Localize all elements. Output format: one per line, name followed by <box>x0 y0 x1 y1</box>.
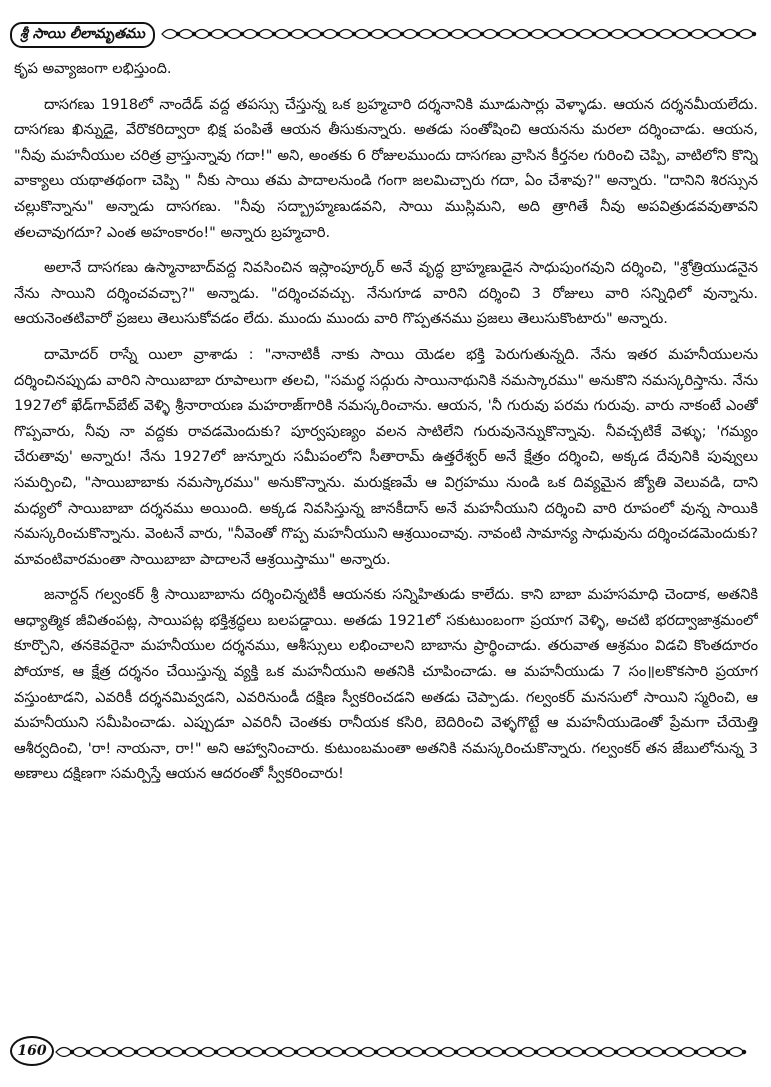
chain-bead <box>752 32 755 35</box>
chain-link <box>520 1048 536 1057</box>
chain-link <box>338 30 354 39</box>
chain-link <box>168 1048 184 1057</box>
chain-link <box>568 1048 584 1057</box>
chain-link <box>674 30 690 39</box>
chain-link <box>280 1048 296 1057</box>
chain-link <box>584 1048 600 1057</box>
chain-link <box>306 30 322 39</box>
chain-link <box>344 1048 360 1057</box>
chain-link <box>536 1048 552 1057</box>
chain-link <box>296 1048 312 1057</box>
chain-link <box>504 1048 520 1057</box>
chain-link <box>632 1048 648 1057</box>
page-footer <box>10 1036 761 1066</box>
chain-link <box>514 30 530 39</box>
chain-link <box>696 1048 712 1057</box>
chain-link <box>56 1048 72 1057</box>
paragraph-2: దాసగణు 1918లో నాందేడ్ వద్ద తపస్సు చేస్తున్న ఒక బ్రహ్మచారి దర్శనానికి మూడుసార్లు వెళ్ళాడు. ఆయన దర్శనమీయలేదు. దాసగణు ఖిన్నుడై, వేరొకరిద్వారా భిక్ష పంపితే ఆయన తీసుకున్నారు. అతడు సంతోషించి ఆయనను మరలా దర్శించాడు. ఆయన, "నీవు మహనీయుల చరిత్ర వ్రాస్తున్నావు గదా!" అని, అంతకు 6 రోజులముందు దాసగణు వ్రాసిన కీర్తనల గురించి చెప్పి, వాటిలోని కొన్ని వాక్యాలు యథాతథంగా చెప్పి " నీకు సాయి తమ పాదాలనుండి గంగా జలమిచ్చారు గదా, ఏం చేశావు?" అన్నారు. "దానిని శిరస్సున చల్లుకొన్నాను" అన్నాడు దాసగణు. "నీవు సద్బ్రాహ్మణుడవని, సాయి ముస్లిమని, అది త్రాగితే నీవు అపవిత్రుడవవుతావని తలచావుగదూ? ఎంత అహంకారం!" అన్నారు బ్రహ్మచారి. <box>14 95 758 241</box>
chain-link <box>88 1048 104 1057</box>
chain-link <box>226 30 242 39</box>
chain-link <box>712 1048 728 1057</box>
chain-link <box>440 1048 456 1057</box>
chain-link <box>248 1048 264 1057</box>
chain-link <box>312 1048 328 1057</box>
chain-bead <box>742 1050 745 1053</box>
chain-link <box>200 1048 216 1057</box>
chain-link <box>456 1048 472 1057</box>
chain-link <box>498 30 514 39</box>
chain-link <box>162 30 178 39</box>
chain-link <box>290 30 306 39</box>
chain-link <box>706 30 722 39</box>
chain-link <box>194 30 210 39</box>
chain-link <box>626 30 642 39</box>
chain-link <box>578 30 594 39</box>
chain-link <box>120 1048 136 1057</box>
chain-link <box>354 30 370 39</box>
chain-link <box>594 30 610 39</box>
chain-link <box>136 1048 152 1057</box>
chain-link <box>600 1048 616 1057</box>
chain-link <box>530 30 546 39</box>
book-title: శ్రీ సాయి లీలామృతము <box>10 22 155 48</box>
chain-link <box>434 30 450 39</box>
chain-link <box>152 1048 168 1057</box>
paragraph-3: అలానే దాసగణు ఉస్మానాబాద్‌వద్ద నివసించిన ఇస్లాంపూర్కర్ అనే వృద్ధ బ్రాహ్మణుడైన సాధుపుంగవుని దర్శించి, "శ్రోత్రియుడనైన నేను సాయిని దర్శించవచ్చా?" అన్నాడు. "దర్శించవచ్చు. నేనుగూడ వారిని దర్శించి 3 రోజులు వారి సన్నిధిలో వున్నాను. ఆయనెంతటివారో ప్రజలు తెలుసుకోవడం లేదు. ముందు ముందు వారి గొప్పతనము ప్రజలు తెలుసుకొంటారు" అన్నారు. <box>14 259 758 328</box>
chain-link <box>690 30 706 39</box>
chain-link <box>370 30 386 39</box>
page-header <box>10 22 761 46</box>
chain-link <box>258 30 274 39</box>
chain-link <box>408 1048 424 1057</box>
page-number: 160 <box>10 1036 54 1066</box>
chain-link <box>616 1048 632 1057</box>
chain-link <box>210 30 226 39</box>
chain-link <box>216 1048 232 1057</box>
chain-link <box>274 30 290 39</box>
chain-link <box>552 1048 568 1057</box>
chain-link <box>488 1048 504 1057</box>
page-body <box>14 56 758 1016</box>
chain-link <box>472 1048 488 1057</box>
chain-link <box>386 30 402 39</box>
chain-link <box>376 1048 392 1057</box>
chain-link <box>648 1048 664 1057</box>
chain-link <box>418 30 434 39</box>
chain-link <box>728 1048 744 1057</box>
paragraph-4: దామోదర్ రాస్నే యిలా వ్రాశాడు : "నానాటికీ నాకు సాయి యెడల భక్తి పెరుగుతున్నది. నేను ఇతర మహనీయులను దర్శించినప్పుడు వారిని సాయిబాబా రూపాలుగా తలచి, "సమర్థ సద్గురు సాయినాథునికి నమస్కారము" అనుకొని నమస్కరిస్తాను. నేను 1927లో ఖేడ్‌గావ్‌బేట్ వెళ్ళి శ్రీనారాయణ మహరాజ్‌గారికి నమస్కరించాను. ఆయన, 'నీ గురువు పరమ గురువు. వారు నాకంటే ఎంతో గొప్పవారు, నీవు నా వద్దకు రావడమెందుకు? పూర్వపుణ్యం వలన సాటిలేని గురువునెన్నుకొన్నావు. నీవచ్చటికే వెళ్ళు; 'గమ్యం చేరుతావు' అన్నారు! నేను 1927లో జున్నూరు సమీపంలోని సీతారామ్ ఉత్తరేశ్వర్ అనే క్షేత్రం దర్శించి, అక్కడ దేవునికి పువ్వులు సమర్పించి, "సాయిబాబాకు నమస్కారము" అనుకొన్నాను. మరుక్షణమే ఆ విగ్రహము నుండి ఒక దివ్యమైన జ్యోతి వెలువడి, దాని మధ్యలో సాయిబాబా దర్శనము అయింది. అక్కడ నివసిస్తున్న జానకీదాస్ అనే మహనీయుని దర్శించి వారి రూపంలో వున్న సాయికి నమస్కరించుకొన్నాను. వెంటనే వారు, "నీవెంతో గొప్ప మహనీయుని ఆశ్రయించావు. నావంటి సామాన్య సాధువును దర్శించడమెందుకు? మావంటివారమంతా సాయిబాబా పాదాలనే ఆశ్రయిస్తాము" అన్నారు. <box>14 345 758 568</box>
paragraph-1: కృప అవ్యాజంగా లభిస్తుంది. <box>14 60 172 77</box>
chain-link <box>562 30 578 39</box>
chain-link <box>722 30 738 39</box>
chain-link <box>328 1048 344 1057</box>
chain-link <box>466 30 482 39</box>
chain-link <box>178 30 194 39</box>
chain-link <box>184 1048 200 1057</box>
chain-link <box>664 1048 680 1057</box>
chain-link <box>680 1048 696 1057</box>
chain-link <box>658 30 674 39</box>
chain-link <box>546 30 562 39</box>
chain-link <box>264 1048 280 1057</box>
chain-link <box>402 30 418 39</box>
chain-link <box>232 1048 248 1057</box>
chain-link <box>610 30 626 39</box>
chain-link <box>738 30 754 39</box>
chain-link <box>322 30 338 39</box>
chain-link <box>450 30 466 39</box>
chain-link <box>242 30 258 39</box>
chain-link <box>482 30 498 39</box>
chain-link <box>104 1048 120 1057</box>
chain-link <box>424 1048 440 1057</box>
chain-link <box>360 1048 376 1057</box>
chain-link <box>392 1048 408 1057</box>
chain-link <box>72 1048 88 1057</box>
footer-ornamental-border <box>54 1042 761 1062</box>
chain-link <box>642 30 658 39</box>
paragraph-5: జనార్దన్ గల్వంకర్ శ్రీ సాయిబాబాను దర్శించిన్నటికీ ఆయనకు సన్నిహితుడు కాలేదు. కాని బాబా మహసమాధి చెందాక, అతనికి ఆధ్యాత్మిక జీవితంపట్ల, సాయిపట్ల భక్తిశ్రద్ధలు బలపడ్డాయి. అతడు 1921లో సకుటుంబంగా ప్రయాగ వెళ్ళి, అచటి భరద్వాజాశ్రమంలో కూర్చొని, తనకెవరైనా మహనీయుల దర్శనము, ఆశీస్సులు లభించాలని బాబాను ప్రార్థించాడు. తరువాత ఆశ్రమం విడచి కొంతదూరం పోయాక, ఆ క్షేత్ర దర్శనం చేయిస్తున్న వ్యక్తి ఒక మహనీయుని అతనికి చూపించాడు. ఆ మహనీయుడు 7 సం॥లకొకసారి ప్రయాగ వస్తుంటాడని, ఎవరికీ దర్శనమివ్వడని, ఎవరినుండీ దక్షిణ స్వీకరించడని అతడు చెప్పాడు. గల్వంకర్ మనసులో సాయిని స్మరించి, ఆ మహనీయుని సమీపించాడు. ఎప్పుడూ ఎవరినీ చెంతకు రానీయక కసిరి, బెదిరించి వెళ్ళగొట్టే ఆ మహనీయుడెంతో ప్రేమగా చేయెత్తి ఆశీర్వదించి, 'రా! నాయనా, రా!" అని ఆహ్వానించారు. కుటుంబమంతా అతనికి నమస్కరించుకొన్నారు. గల్వంకర్ తన జేబులోనున్న 3 అణాలు దక్షిణగా సమర్పిస్తే ఆయన ఆదరంతో స్వీకరించారు! <box>14 586 758 783</box>
header-ornamental-border <box>160 24 761 44</box>
